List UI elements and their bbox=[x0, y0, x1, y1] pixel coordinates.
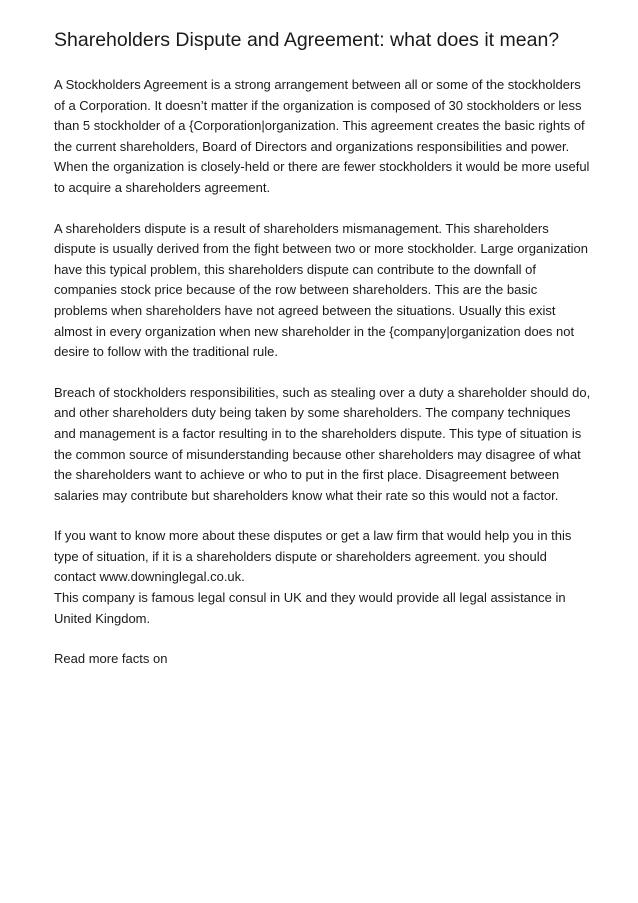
paragraph-line: the shareholders want to achieve or who to put in the first place. Disagreement between bbox=[54, 467, 560, 483]
document-title: Shareholders Dispute and Agreement: what does it mean? bbox=[54, 29, 560, 51]
paragraph-line: salaries may contribute but shareholders know what their rate so this would not a factor. bbox=[54, 487, 559, 503]
paragraph-stockholders-agreement bbox=[54, 75, 590, 199]
paragraph-line: A Stockholders Agreement is a strong arrangement between all or some of the stockholders bbox=[54, 77, 581, 92]
paragraph-line: of a Corporation. It doesn’t matter if the organization is composed of 30 stockholders or less bbox=[54, 97, 582, 113]
paragraph-line: companies stock price because of the row between shareholders. This are the basic bbox=[54, 282, 538, 298]
paragraph-line: dispute is usually derived from the fight between two or more stockholder. Large organization bbox=[54, 241, 589, 257]
paragraph-line: have this typical problem, this shareholders dispute can contribute to the downfall of bbox=[54, 261, 536, 277]
paragraph-shareholders-dispute bbox=[54, 219, 589, 363]
paragraph-line: If you want to know more about these disputes or get a law firm that would help you in this bbox=[54, 528, 572, 544]
paragraph-line: the common source of misunderstanding because other shareholders may disagree of what bbox=[54, 446, 581, 462]
paragraph-line: than 5 stockholder of a {Corporation|organization. This agreement creates the basic rights of bbox=[54, 118, 585, 134]
paragraph-breach-of-responsibilities bbox=[54, 383, 591, 507]
paragraph-line: This company is famous legal consul in UK and they would provide all legal assistance in bbox=[54, 590, 566, 606]
paragraph-line: and management is a factor resulting in to the shareholders dispute. This type of situation is bbox=[54, 425, 582, 441]
paragraph-line: desire to follow with the traditional rule. bbox=[54, 344, 279, 360]
paragraph-line: Breach of stockholders responsibilities, such as stealing over a duty a shareholder should do, bbox=[54, 384, 591, 400]
paragraph-contact-info bbox=[54, 526, 586, 629]
paragraph-line: A shareholders dispute is a result of shareholders mismanagement. This shareholders bbox=[54, 220, 549, 236]
paragraph-line: United Kingdom. bbox=[54, 610, 151, 626]
paragraph-line: type of situation, if it is a shareholders dispute or shareholders agreement. you should bbox=[54, 548, 547, 564]
paragraph-line: and other shareholders duty being taken by some shareholders. The company techniques bbox=[54, 405, 571, 421]
paragraph-line: to acquire a shareholders agreement. bbox=[54, 179, 271, 195]
paragraph-line: problems when shareholders have not agreed between the situations. Usually this exist bbox=[54, 302, 556, 318]
paragraph-line: contact www.downinglegal.co.uk. bbox=[54, 569, 245, 585]
paragraph-read-more bbox=[54, 649, 586, 670]
paragraph-line: almost in every organization when new shareholder in the {company|organization does not bbox=[54, 323, 575, 339]
paragraph-line: When the organization is closely-held or there are fewer stockholders it would be more useful bbox=[54, 159, 590, 175]
paragraph-line: Read more facts on bbox=[54, 651, 168, 667]
paragraph-line: the current shareholders, Board of Directors and organizations responsibilities and power. bbox=[54, 138, 570, 154]
